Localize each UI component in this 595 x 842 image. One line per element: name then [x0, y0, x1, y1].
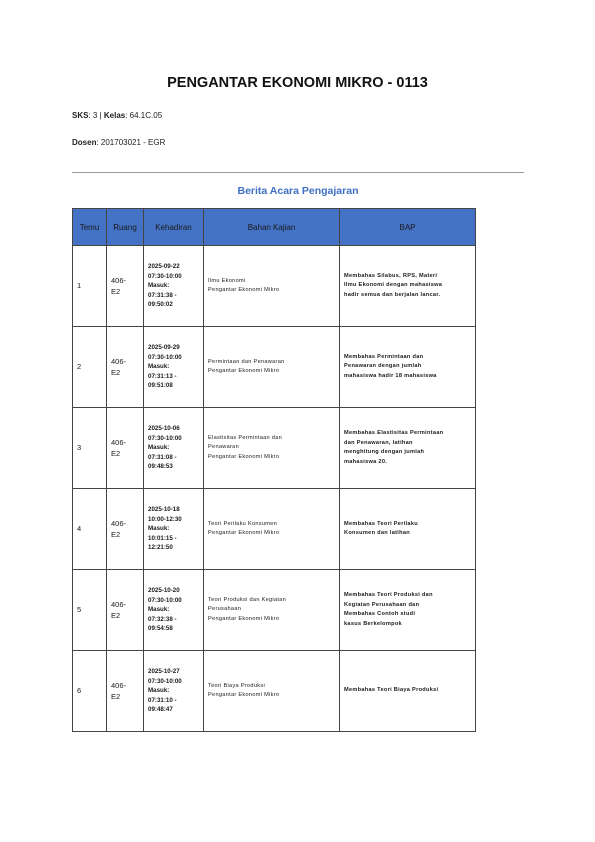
cell-bahan-kajian-line: Teori Biaya Produksi — [208, 682, 265, 689]
cell-kehadiran-line: 09:51:08 — [148, 382, 173, 390]
cell-ruang — [107, 570, 144, 651]
cell-ruang-line: E2 — [111, 287, 121, 296]
cell-ruang-line: 406- — [111, 600, 127, 609]
header-bahan-kajian: Bahan Kajian — [204, 209, 340, 246]
cell-temu: 1 — [73, 246, 107, 327]
cell-ruang — [107, 651, 144, 732]
cell-kehadiran-line: Masuk: — [148, 525, 170, 533]
dosen-label: Dosen — [72, 138, 97, 147]
cell-bahan-kajian-line: Pengantar Ekonomi Mikro — [208, 530, 280, 536]
cell-kehadiran-line: 07:31:38 - — [148, 291, 177, 299]
cell-bap-line: Penawaran dengan jumlah — [344, 363, 422, 370]
table-row — [73, 327, 476, 408]
cell-bahan-kajian-line: Pengantar Ekonomi Mikro — [208, 368, 280, 374]
cell-ruang — [107, 327, 144, 408]
cell-kehadiran — [144, 408, 204, 489]
table-row — [73, 570, 476, 651]
cell-ruang — [107, 489, 144, 570]
sks-value: : 3 | — [88, 111, 104, 120]
cell-bahan-kajian-line: Pengantar Ekonomi Mikro — [208, 692, 280, 698]
header-temu: Temu — [73, 209, 107, 246]
cell-kehadiran-line: Masuk: — [148, 363, 170, 371]
cell-kehadiran-line: Masuk: — [148, 687, 170, 695]
cell-ruang-line: 406- — [111, 357, 127, 366]
kelas-label: Kelas — [103, 111, 126, 120]
cell-bap-line: Membahas Teori Biaya Produksi — [344, 687, 439, 694]
cell-bahan-kajian — [204, 327, 340, 408]
cell-ruang-line: E2 — [111, 611, 121, 620]
cell-bap-line: menghitung dengan jumlah — [344, 449, 425, 455]
cell-ruang-line: 406- — [111, 276, 127, 285]
cell-bap — [340, 489, 476, 570]
cell-bap-line: kasus Berkelompok — [344, 620, 402, 627]
cell-kehadiran-line: 2025-10-18 — [148, 506, 180, 514]
cell-ruang-line: 406- — [111, 681, 127, 690]
cell-bahan-kajian — [204, 651, 340, 732]
cell-kehadiran-line: 2025-10-06 — [148, 425, 180, 433]
cell-bap-line: Membahas Teori Produksi dan — [344, 592, 433, 598]
cell-ruang — [107, 246, 144, 327]
cell-bahan-kajian — [204, 570, 340, 651]
cell-kehadiran-line: 10:00-12:30 — [148, 515, 182, 523]
cell-bap — [340, 651, 476, 732]
sks-label: SKS — [72, 111, 89, 120]
lecturer-meta — [72, 138, 165, 147]
cell-kehadiran — [144, 570, 204, 651]
cell-kehadiran-line: 2025-10-20 — [148, 587, 180, 595]
cell-kehadiran-line: Masuk: — [148, 282, 170, 290]
cell-kehadiran-line: 07:30-10:00 — [148, 677, 182, 685]
cell-bap-line: Membahas Teori Perilaku — [344, 520, 418, 527]
cell-kehadiran-line: 10:01:15 - — [148, 534, 177, 542]
section-title: Berita Acara Pengajaran — [237, 185, 359, 197]
cell-ruang-line: E2 — [111, 449, 121, 458]
cell-ruang-line: E2 — [111, 368, 121, 377]
cell-bap-line: Konsumen dan latihan — [344, 530, 410, 536]
cell-bap-line: mahasiswa 20. — [344, 458, 388, 465]
cell-temu: 3 — [73, 408, 107, 489]
cell-ruang-line: 406- — [111, 438, 127, 447]
cell-bahan-kajian — [204, 489, 340, 570]
cell-kehadiran-line: 09:50:02 — [148, 301, 173, 309]
cell-bap-line: Membahas Permintaan dan — [344, 353, 424, 360]
cell-kehadiran-line: 07:30-10:00 — [148, 272, 182, 280]
cell-bahan-kajian-line: Elastisitas Permintaan dan — [208, 434, 283, 441]
cell-ruang-line: E2 — [111, 692, 121, 701]
cell-kehadiran-line: 07:30-10:00 — [148, 434, 182, 442]
cell-bahan-kajian-line: Penawaran — [208, 444, 239, 451]
cell-kehadiran — [144, 489, 204, 570]
cell-bahan-kajian-line: Pengantar Ekonomi Mikro — [208, 453, 280, 460]
cell-kehadiran-line: Masuk: — [148, 444, 170, 452]
table-body — [73, 246, 476, 732]
cell-bahan-kajian-line: Teori Produksi dan Kegiatan — [208, 596, 287, 603]
cell-bap — [340, 246, 476, 327]
cell-ruang — [107, 408, 144, 489]
cell-bap — [340, 327, 476, 408]
cell-kehadiran-line: 09:54:58 — [148, 625, 173, 633]
kelas-value: : 64.1C.05 — [125, 111, 163, 120]
cell-bahan-kajian-line: Perusahaan — [208, 606, 242, 613]
cell-temu: 4 — [73, 489, 107, 570]
cell-kehadiran-line: 07:32:38 - — [148, 615, 177, 623]
cell-bap-line: Ilmu Ekonomi dengan mahasiswa — [344, 282, 443, 289]
cell-bap-line: hadir semua dan berjalan lancar. — [344, 291, 441, 298]
table-row — [73, 489, 476, 570]
table-row — [73, 651, 476, 732]
cell-ruang-line: E2 — [111, 530, 121, 539]
cell-bap-line: Kegiatan Perusahaan dan — [344, 601, 420, 608]
dosen-value: : 201703021 - EGR — [96, 138, 166, 147]
cell-kehadiran-line: 07:30-10:00 — [148, 596, 182, 604]
cell-kehadiran-line: Masuk: — [148, 606, 170, 614]
cell-bap — [340, 408, 476, 489]
cell-bap — [340, 570, 476, 651]
table-header-row — [73, 209, 476, 246]
cell-temu: 5 — [73, 570, 107, 651]
cell-bap-line: Membahas Elastisitas Permintaan — [344, 430, 444, 436]
cell-bap-line: Membahas Silabus, RPS, Materi — [344, 272, 438, 279]
cell-bap-line: mahasiswa hadir 18 mahasiswa — [344, 372, 437, 379]
header-bap: BAP — [340, 209, 476, 246]
cell-kehadiran-line: 09:48:53 — [148, 463, 173, 471]
divider — [72, 172, 524, 173]
cell-kehadiran-line: 07:31:10 - — [148, 696, 177, 704]
header-ruang: Ruang — [107, 209, 144, 246]
cell-kehadiran-line: 07:31:08 - — [148, 453, 177, 461]
cell-bahan-kajian-line: Ilmu Ekonomi — [208, 277, 246, 284]
cell-bahan-kajian-line: Teori Perilaku Konsumen — [208, 520, 278, 527]
cell-kehadiran — [144, 651, 204, 732]
cell-temu: 6 — [73, 651, 107, 732]
course-meta — [72, 111, 162, 120]
cell-kehadiran-line: 07:31:13 - — [148, 372, 177, 380]
cell-bahan-kajian-line: Permintaan dan Penawaran — [208, 358, 285, 365]
cell-bahan-kajian-line: Pengantar Ekonomi Mikro — [208, 287, 280, 293]
cell-kehadiran — [144, 246, 204, 327]
cell-bahan-kajian-line: Pengantar Ekonomi Mikro — [208, 615, 280, 622]
cell-kehadiran-line: 09:48:47 — [148, 706, 173, 714]
cell-kehadiran-line: 07:30-10:00 — [148, 353, 182, 361]
course-title: PENGANTAR EKONOMI MIKRO - 0113 — [167, 75, 428, 91]
teaching-report-table — [72, 208, 476, 732]
table-row — [73, 246, 476, 327]
cell-bahan-kajian — [204, 408, 340, 489]
cell-bahan-kajian — [204, 246, 340, 327]
header-kehadiran: Kehadiran — [144, 209, 204, 246]
cell-kehadiran-line: 12:21:50 — [148, 544, 173, 552]
cell-kehadiran-line: 2025-09-22 — [148, 263, 180, 271]
cell-bap-line: dan Penawaran, latihan — [344, 439, 413, 446]
cell-kehadiran — [144, 327, 204, 408]
cell-bap-line: Membahas Contoh studi — [344, 611, 416, 617]
cell-ruang-line: 406- — [111, 519, 127, 528]
cell-kehadiran-line: 2025-09-29 — [148, 344, 180, 352]
table-row — [73, 408, 476, 489]
cell-temu: 2 — [73, 327, 107, 408]
cell-kehadiran-line: 2025-10-27 — [148, 668, 180, 676]
